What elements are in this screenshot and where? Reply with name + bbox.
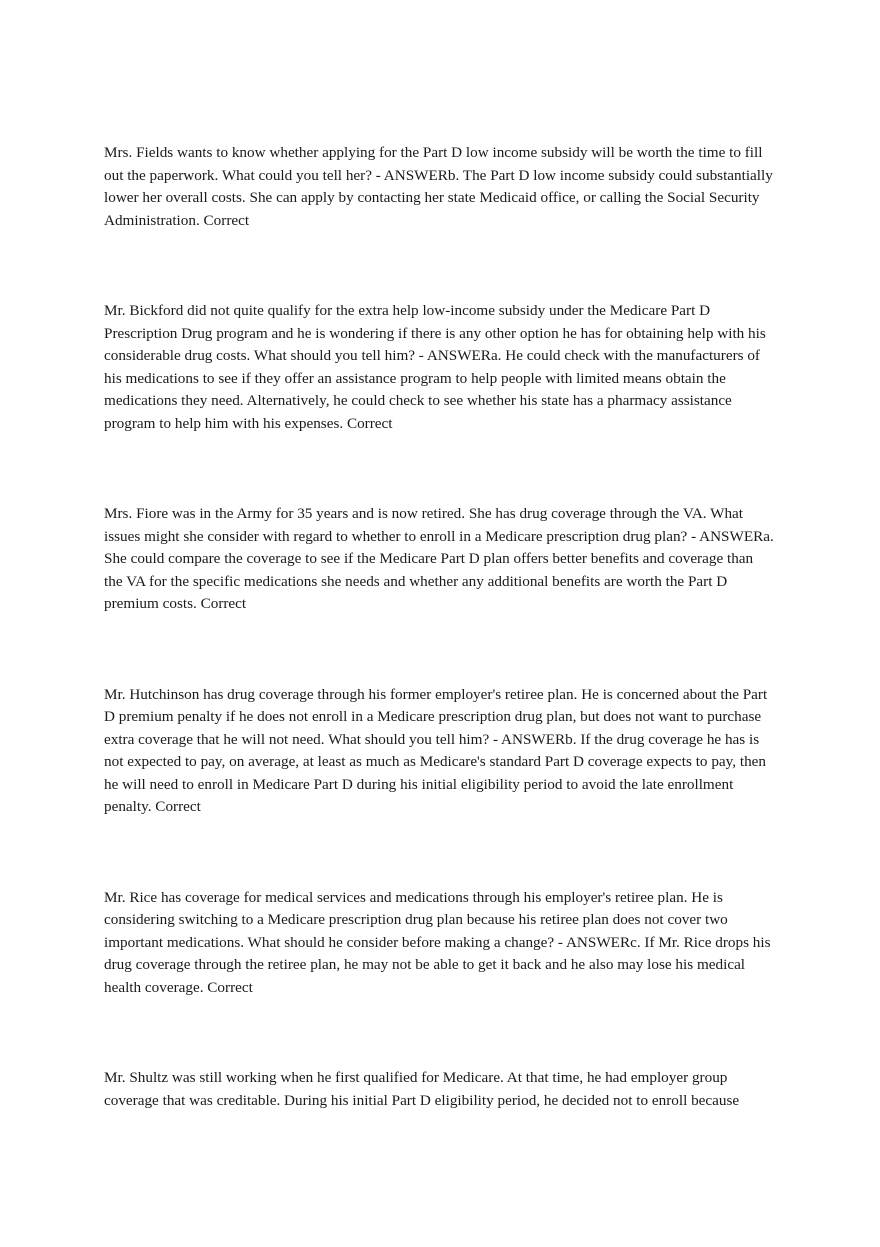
qa-paragraph-rice: Mr. Rice has coverage for medical services and medications through his employer's retiree plan. He is considering switching to a Medicare prescription drug plan because his retiree plan does not cover two important medications. What should he consider before making a change? - ANSWERc. If Mr. Rice drops his drug coverage through the retiree plan, he may not be able to get it back and he also may lose his medical health coverage. Correct: [104, 888, 771, 996]
qa-paragraph-hutchinson: Mr. Hutchinson has drug coverage through his former employer's retiree plan. He is concerned about the Part D premium penalty if he does not enroll in a Medicare prescription drug plan, but does not want to purchase extra coverage that he will not need. What should you tell him? - ANSWERb. If the drug coverage he has is not expected to pay, on average, at least as much as Medicare's standard Part D coverage expects to pay, then he will need to enroll in Medicare Part D during his initial eligibility period to avoid the late enrollment penalty. Correct: [104, 685, 768, 815]
qa-paragraph-fields: Mrs. Fields wants to know whether applying for the Part D low income subsidy will be worth the time to fill out the paperwork. What could you tell her? - ANSWERb. The Part D low income subsidy could substantially lower her overall costs. She can apply by contacting her state Medicaid office, or calling the Social Security Administration. Correct: [104, 144, 773, 229]
document-body: [104, 142, 774, 1180]
qa-paragraph-fiore: Mrs. Fiore was in the Army for 35 years and is now retired. She has drug coverage through the VA. What issues might she consider with regard to whether to enroll in a Medicare prescription drug plan? - ANSWERa. She could compare the coverage to see if the Medicare Part D plan offers better benefits and coverage than the VA for the specific medications she needs and whether any additional benefits are worth the Part D premium costs. Correct: [104, 505, 774, 612]
qa-paragraph-shultz: Mr. Shultz was still working when he first qualified for Medicare. At that time, he had employer group coverage that was creditable. During his initial Part D eligibility period, he decided not to enroll because: [104, 1069, 740, 1109]
qa-paragraph-bickford: Mr. Bickford did not quite qualify for the extra help low-income subsidy under the Medicare Part D Prescription Drug program and he is wondering if there is any other option he has for obtaining help with his considerable drug costs. What should you tell him? - ANSWERa. He could check with the manufacturers of his medications to see if they offer an assistance program to help people with limited means obtain the medications they need. Alternatively, he could check to see whether his state has a pharmacy assistance program to help him with his expenses. Correct: [104, 302, 766, 432]
